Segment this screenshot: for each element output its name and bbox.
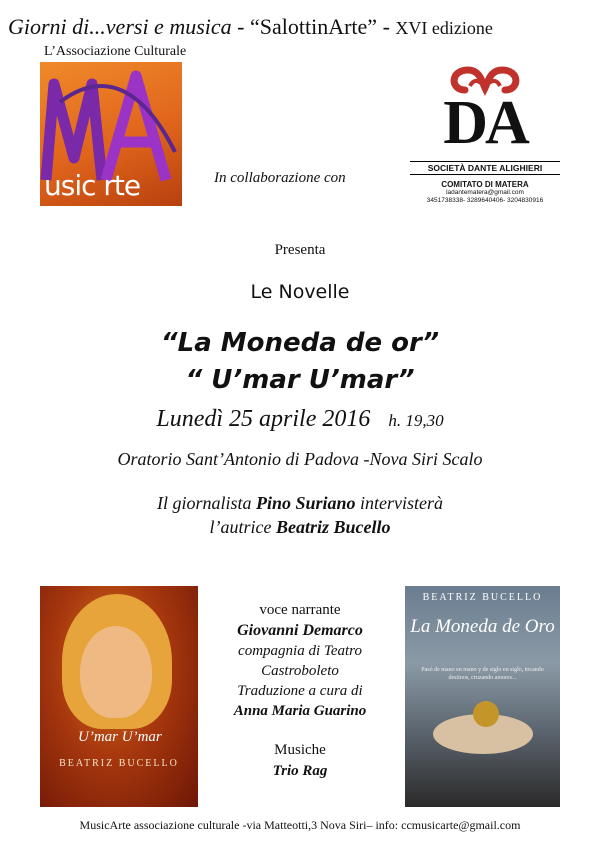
cover-right-author: BEATRIZ BUCELLO xyxy=(422,592,543,603)
collaboration-label: In collaborazione con xyxy=(214,170,346,186)
journalist-post: intervisterà xyxy=(355,493,444,513)
dante-logo-letters: DA xyxy=(443,89,527,157)
book-title-2: “ U’mar U’mar” xyxy=(185,365,415,395)
header-separator-2: - xyxy=(377,14,396,39)
book-cover-moneda xyxy=(405,586,560,807)
author-pre: l’autrice xyxy=(209,517,276,537)
translation-label: Traduzione a cura di xyxy=(237,683,363,699)
narrator-name: Giovanni Demarco xyxy=(237,622,363,639)
event-datetime xyxy=(0,406,600,433)
journalist-name: Pino Suriano xyxy=(255,493,356,513)
event-hour: h. 19,30 xyxy=(388,411,444,430)
cover-right-title: La Moneda de Oro xyxy=(410,616,555,637)
cover-left-author: BEATRIZ BUCELLO xyxy=(59,758,179,769)
book-cover-umar xyxy=(40,586,198,807)
author-line xyxy=(0,517,600,538)
dante-phones: 3451738338- 3289640406- 3204830916 xyxy=(426,197,544,204)
cover-left-title: U’mar U’mar xyxy=(78,729,162,745)
dante-committee: COMITATO DI MATERA xyxy=(441,180,529,189)
narrator-label: voce narrante xyxy=(259,602,341,618)
translator-name: Anna Maria Guarino xyxy=(233,703,367,719)
music-label: Musiche xyxy=(274,742,326,758)
event-date: Lunedì 25 aprile 2016 xyxy=(156,406,371,432)
event-place: Oratorio Sant’Antonio di Padova -Nova Siri Scalo xyxy=(117,449,483,469)
cover-portrait-face xyxy=(80,626,152,718)
novelle-heading: Le Novelle xyxy=(250,281,350,303)
company-label: compagnia di Teatro xyxy=(238,643,362,659)
footer-info: MusicArte associazione culturale -via Matteotti,3 Nova Siri– info: ccmusicarte@gmail.com xyxy=(79,818,521,832)
journalist-line xyxy=(0,493,600,514)
association-label: L’Associazione Culturale xyxy=(44,44,187,59)
dante-alighieri-logo xyxy=(410,62,560,204)
musicarte-logo xyxy=(40,62,182,206)
event-header xyxy=(8,14,596,40)
musicarte-logo-text: usic rte xyxy=(44,169,141,202)
edition-label: XVI edizione xyxy=(395,18,493,38)
dante-society-name: SOCIETÀ DANTE ALIGHIERI xyxy=(410,161,560,175)
journalist-pre: Il giornalista xyxy=(156,493,256,513)
music-name: Trio Rag xyxy=(272,763,328,779)
header-separator: - xyxy=(231,14,250,39)
company-name: Castroboleto xyxy=(261,663,339,679)
dante-email: ladantematera@gmail.com xyxy=(446,189,524,196)
author-name: Beatriz Bucello xyxy=(275,517,391,537)
cover-coin xyxy=(473,701,499,727)
cover-right-subtitle: Pasó de mano en mano y de siglo en siglo, tocando destinos, cruzando amores... xyxy=(421,667,544,681)
book-title-1: “La Moneda de or” xyxy=(160,328,440,358)
salotto-name: “SalottinArte” xyxy=(249,14,378,39)
presenta-label: Presenta xyxy=(274,242,326,258)
event-name: Giorni di...versi e musica xyxy=(8,14,232,39)
